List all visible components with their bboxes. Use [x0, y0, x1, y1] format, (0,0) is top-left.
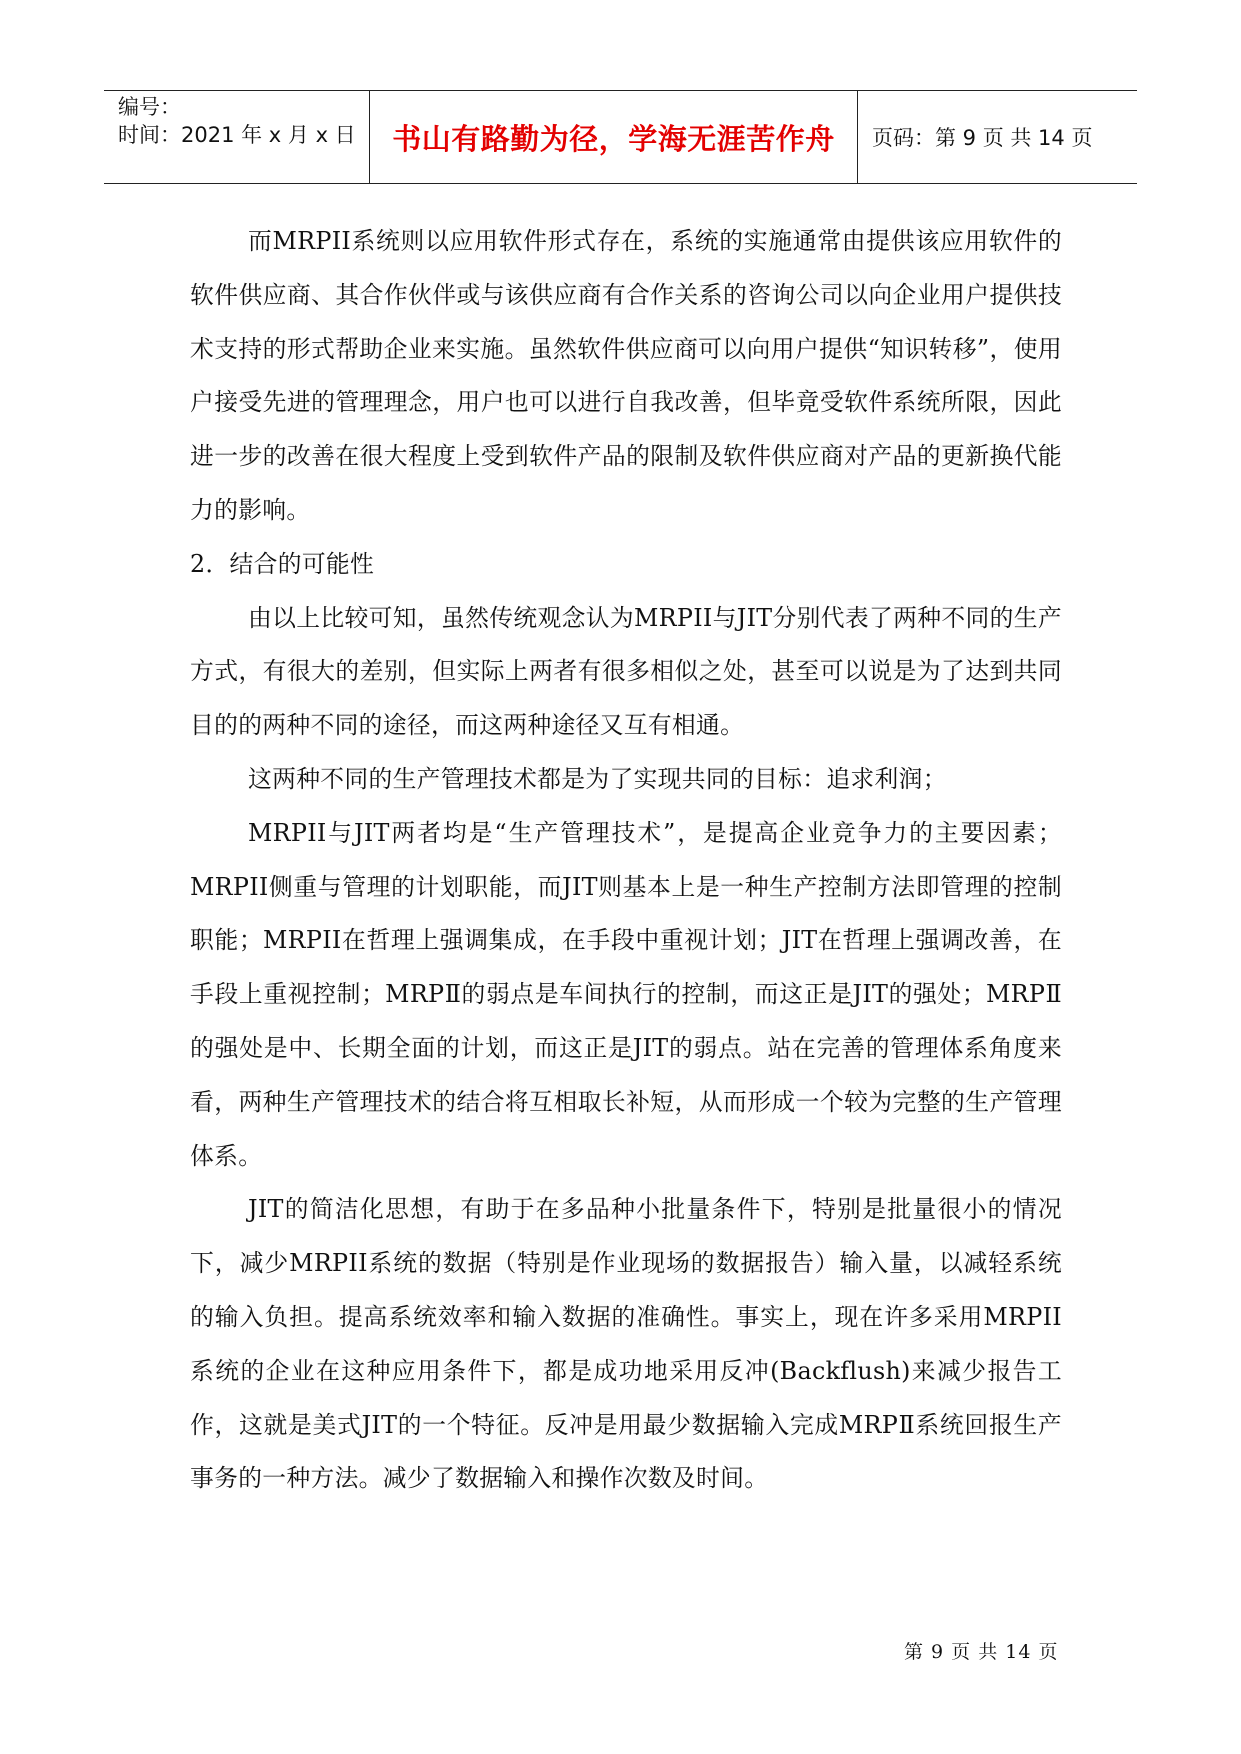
paragraph: 由以上比较可知，虽然传统观念认为MRPII与JIT分别代表了两种不同的生产方式，有很大的差别，但实际上两者有很多相似之处，甚至可以说是为了达到共同目的的两种不同的途径，而这两种途径又互有相通。	[190, 603, 1062, 740]
document-time-label: 时间：2021 年 x 月 x 日	[118, 123, 356, 147]
paragraph: 这两种不同的生产管理技术都是为了实现共同的目标：追求利润；	[248, 764, 947, 793]
document-body	[190, 215, 1062, 1506]
document-number-label: 编号：	[118, 95, 181, 119]
paragraph: JIT的简洁化思想，有助于在多品种小批量条件下，特别是批量很小的情况下，减少MRPII系统的数据（特别是作业现场的数据报告）输入量，以减轻系统的输入负担。提高系统效率和输入数据的准确性。事实上，现在许多采用MRPII系统的企业在这种应用条件下，都是成功地采用反冲(Backflush)来减少报告工作，这就是美式JIT的一个特征。反冲是用最少数据输入完成MRPⅡ系统回报生产事务的一种方法。减少了数据输入和操作次数及时间。	[190, 1195, 1062, 1493]
page-footer: 第 9 页 共 14 页	[904, 1641, 1059, 1663]
page-header	[104, 90, 1137, 184]
header-divider	[857, 91, 858, 183]
header-meta	[118, 93, 363, 149]
header-slogan: 书山有路勤为径，学海无涯苦作舟	[392, 121, 835, 156]
paragraph: 而MRPII系统则以应用软件形式存在，系统的实施通常由提供该应用软件的软件供应商、其合作伙伴或与该供应商有合作关系的咨询公司以向企业用户提供技术支持的形式帮助企业来实施。虽然软件供应商可以向用户提供“知识转移”，使用户接受先进的管理理念，用户也可以进行自我改善，但毕竟受软件系统所限，因此进一步的改善在很大程度上受到软件产品的限制及软件供应商对产品的更新换代能力的影响。	[190, 227, 1062, 524]
section-heading: 2．结合的可能性	[190, 549, 375, 578]
header-page-indicator: 页码：第 9 页 共 14 页	[872, 126, 1093, 150]
paragraph: MRPII与JIT两者均是“生产管理技术”，是提高企业竞争力的主要因素；MRPII侧重与管理的计划职能，而JIT则基本上是一种生产控制方法即管理的控制职能；MRPII在哲理上强调集成，在手段中重视计划；JIT在哲理上强调改善，在手段上重视控制；MRPⅡ的弱点是车间执行的控制，而这正是JIT的强处；MRPⅡ的强处是中、长期全面的计划，而这正是JIT的弱点。站在完善的管理体系角度来看，两种生产管理技术的结合将互相取长补短，从而形成一个较为完整的生产管理体系。	[190, 818, 1062, 1170]
